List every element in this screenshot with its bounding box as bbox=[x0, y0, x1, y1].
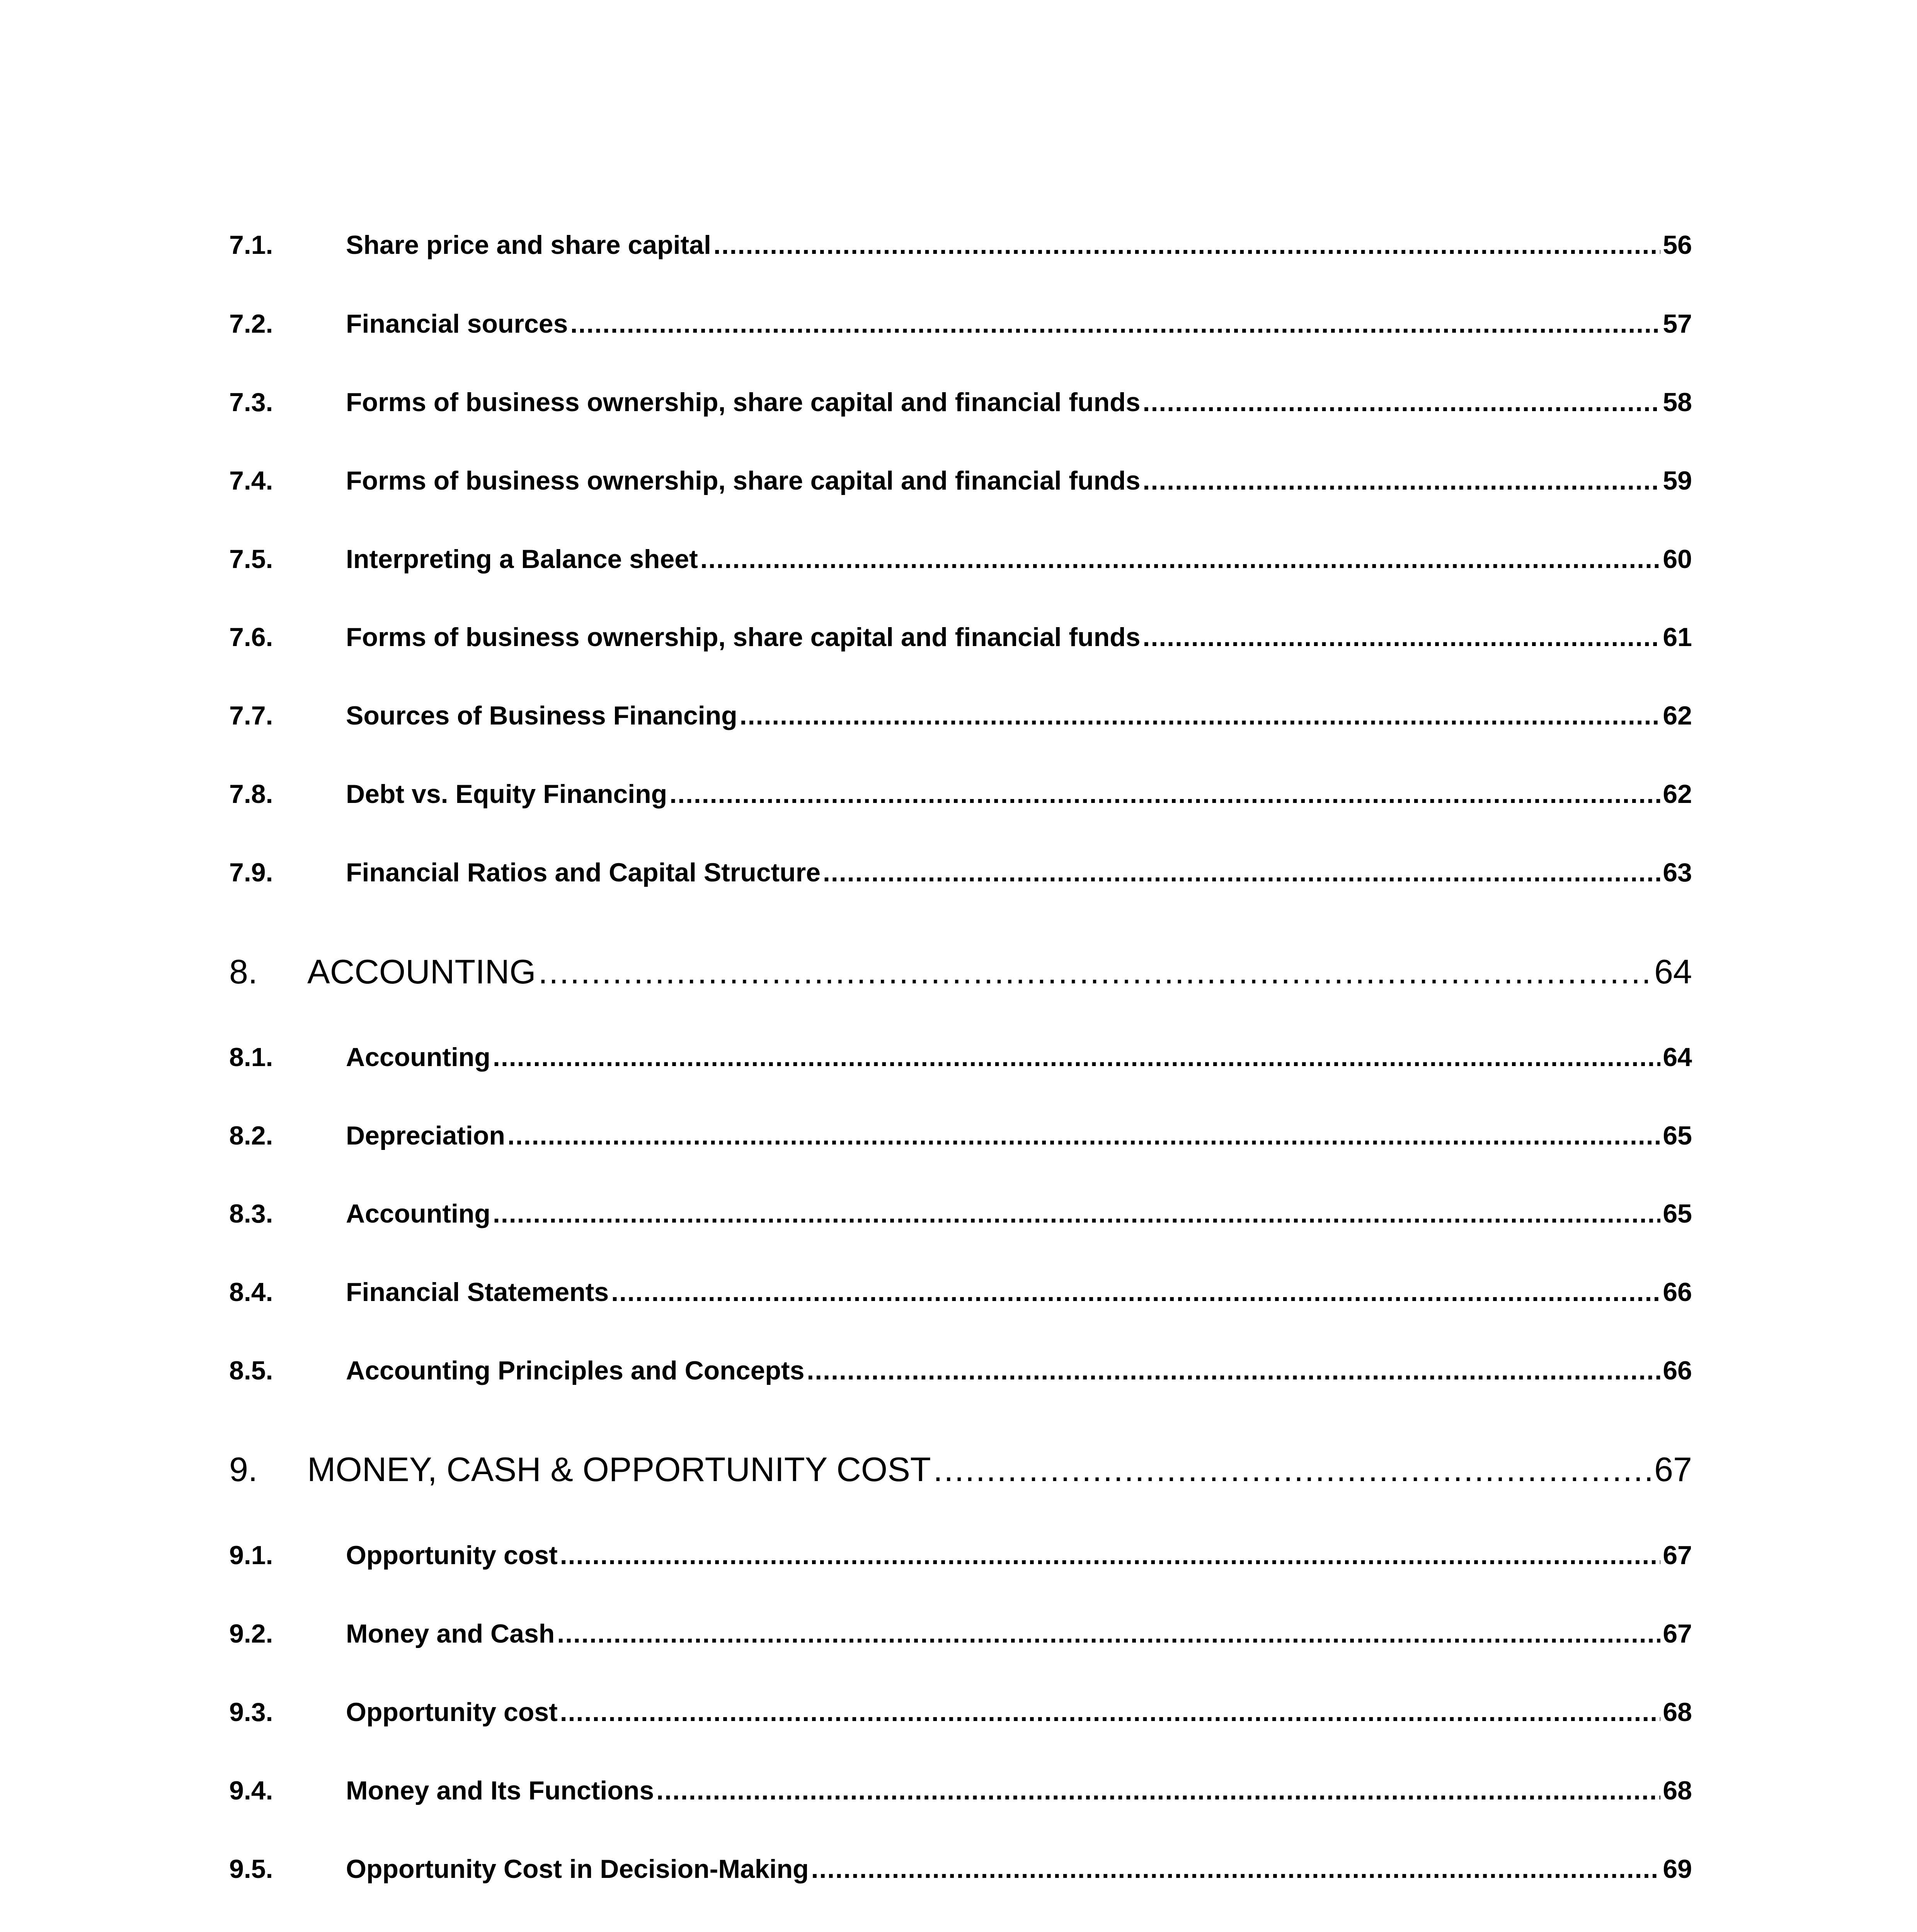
toc-entry-page: 68 bbox=[1663, 1776, 1692, 1805]
toc-chapter-entry[interactable] bbox=[0, 1449, 1917, 1495]
toc-entry-title[interactable]: Money and Its Functions bbox=[346, 1776, 654, 1805]
toc-entry-page: 58 bbox=[1663, 388, 1692, 417]
toc-entry-page: 63 bbox=[1663, 858, 1692, 887]
toc-section-entry[interactable] bbox=[0, 1531, 1917, 1577]
toc-section-entry[interactable] bbox=[0, 612, 1917, 659]
dot-leader bbox=[1143, 389, 1661, 415]
toc-section-entry[interactable] bbox=[0, 534, 1917, 581]
toc-section-entry[interactable] bbox=[0, 1609, 1917, 1655]
toc-entry-line bbox=[346, 1621, 1692, 1647]
toc-entry-title[interactable]: MONEY, CASH & OPPORTUNITY COST bbox=[307, 1450, 931, 1488]
dot-leader bbox=[807, 1357, 1660, 1384]
toc-entry-page: 64 bbox=[1663, 1043, 1692, 1072]
toc-entry-number: 8. bbox=[229, 952, 258, 991]
toc-entry-title[interactable]: Opportunity cost bbox=[346, 1541, 558, 1570]
toc-entry-line bbox=[346, 1357, 1692, 1384]
toc-section-entry[interactable] bbox=[0, 220, 1917, 267]
toc-entry-number: 9. bbox=[229, 1450, 258, 1488]
toc-section-entry[interactable] bbox=[0, 1844, 1917, 1891]
toc-entry-line bbox=[346, 468, 1692, 494]
toc-section-entry[interactable] bbox=[0, 378, 1917, 424]
dot-leader bbox=[538, 955, 1652, 989]
toc-entry-title[interactable]: Accounting Principles and Concepts bbox=[346, 1356, 805, 1385]
toc-entry-number: 7.1. bbox=[229, 230, 273, 260]
toc-entry-line bbox=[346, 1279, 1692, 1305]
dot-leader bbox=[700, 546, 1661, 572]
dot-leader bbox=[1143, 624, 1661, 650]
toc-entry-number: 9.5. bbox=[229, 1854, 273, 1884]
dot-leader bbox=[1143, 468, 1661, 494]
dot-leader bbox=[740, 702, 1661, 729]
toc-entry-title[interactable]: Financial Ratios and Capital Structure bbox=[346, 858, 821, 887]
toc-entry-page: 67 bbox=[1663, 1541, 1692, 1570]
toc-entry-title[interactable]: Sources of Business Financing bbox=[346, 701, 737, 730]
toc-entry-line bbox=[346, 1201, 1692, 1227]
toc-entry-title[interactable]: Accounting bbox=[346, 1043, 490, 1072]
dot-leader bbox=[669, 781, 1660, 807]
toc-entry-title[interactable]: ACCOUNTING bbox=[307, 952, 536, 991]
toc-entry-line bbox=[346, 1699, 1692, 1725]
toc-section-entry[interactable] bbox=[0, 1111, 1917, 1157]
dot-leader bbox=[933, 1452, 1652, 1486]
toc-entry-number: 9.3. bbox=[229, 1697, 273, 1727]
dot-leader bbox=[811, 1856, 1661, 1882]
toc-entry-title[interactable]: Financial Statements bbox=[346, 1277, 609, 1307]
toc-entry-line bbox=[346, 1777, 1692, 1804]
toc-entry-line bbox=[346, 1856, 1692, 1882]
dot-leader bbox=[507, 1122, 1660, 1149]
toc-entry-page: 62 bbox=[1663, 701, 1692, 730]
toc-entry-line bbox=[346, 624, 1692, 650]
toc-entry-number: 9.1. bbox=[229, 1541, 273, 1570]
toc-entry-page: 66 bbox=[1663, 1356, 1692, 1385]
toc-entry-title[interactable]: Depreciation bbox=[346, 1121, 505, 1150]
toc-entry-title[interactable]: Debt vs. Equity Financing bbox=[346, 779, 667, 809]
dot-leader bbox=[560, 1542, 1661, 1568]
dot-leader bbox=[713, 232, 1660, 258]
toc-section-entry[interactable] bbox=[0, 1189, 1917, 1235]
toc-entry-number: 9.2. bbox=[229, 1619, 273, 1648]
toc-entry-line bbox=[346, 232, 1692, 258]
toc-entry-number: 8.2. bbox=[229, 1121, 273, 1150]
toc-entry-page: 65 bbox=[1663, 1199, 1692, 1228]
toc-entry-number: 8.3. bbox=[229, 1199, 273, 1228]
toc-entry-title[interactable]: Financial sources bbox=[346, 309, 568, 338]
toc-entry-number: 7.7. bbox=[229, 701, 273, 730]
toc-entry-line bbox=[346, 311, 1692, 337]
toc-entry-page: 69 bbox=[1663, 1854, 1692, 1884]
toc-entry-number: 7.8. bbox=[229, 779, 273, 809]
toc-entry-page: 65 bbox=[1663, 1121, 1692, 1150]
toc-section-entry[interactable] bbox=[0, 456, 1917, 502]
toc-entry-line bbox=[346, 1542, 1692, 1568]
toc-entry-page: 64 bbox=[1654, 952, 1692, 991]
toc-entry-number: 7.3. bbox=[229, 388, 273, 417]
toc-entry-number: 7.4. bbox=[229, 466, 273, 495]
toc-section-entry[interactable] bbox=[0, 691, 1917, 737]
toc-entry-number: 7.6. bbox=[229, 622, 273, 652]
dot-leader bbox=[557, 1621, 1660, 1647]
dot-leader bbox=[611, 1279, 1660, 1305]
dot-leader bbox=[656, 1777, 1660, 1804]
dot-leader bbox=[493, 1201, 1660, 1227]
toc-entry-number: 9.4. bbox=[229, 1776, 273, 1805]
toc-entry-line bbox=[346, 389, 1692, 415]
toc-entry-page: 66 bbox=[1663, 1277, 1692, 1307]
toc-section-entry[interactable] bbox=[0, 848, 1917, 894]
toc-entry-title[interactable]: Forms of business ownership, share capital and financial funds bbox=[346, 388, 1141, 417]
toc-entry-title[interactable]: Forms of business ownership, share capital and financial funds bbox=[346, 466, 1141, 495]
toc-entry-number: 8.1. bbox=[229, 1043, 273, 1072]
dot-leader bbox=[570, 311, 1660, 337]
dot-leader bbox=[560, 1699, 1661, 1725]
toc-entry-page: 57 bbox=[1663, 309, 1692, 338]
toc-entry-page: 60 bbox=[1663, 544, 1692, 574]
toc-entry-title[interactable]: Money and Cash bbox=[346, 1619, 555, 1648]
toc-section-entry[interactable] bbox=[0, 1267, 1917, 1314]
toc-entry-line bbox=[346, 1122, 1692, 1149]
toc-entry-title[interactable]: Interpreting a Balance sheet bbox=[346, 544, 698, 574]
toc-section-entry[interactable] bbox=[0, 769, 1917, 816]
toc-entry-page: 59 bbox=[1663, 466, 1692, 495]
toc-entry-title[interactable]: Share price and share capital bbox=[346, 230, 711, 260]
toc-entry-line bbox=[346, 781, 1692, 807]
toc-chapter-entry[interactable] bbox=[0, 951, 1917, 997]
toc-entry-page: 68 bbox=[1663, 1697, 1692, 1727]
dot-leader bbox=[493, 1044, 1660, 1070]
toc-section-entry[interactable] bbox=[0, 1346, 1917, 1392]
toc-entry-number: 7.5. bbox=[229, 544, 273, 574]
toc-entry-title[interactable]: Opportunity Cost in Decision-Making bbox=[346, 1854, 809, 1884]
toc-entry-number: 8.4. bbox=[229, 1277, 273, 1307]
toc-entry-number: 8.5. bbox=[229, 1356, 273, 1385]
toc-section-entry[interactable] bbox=[0, 1032, 1917, 1079]
toc-entry-line bbox=[346, 546, 1692, 572]
toc-section-entry[interactable] bbox=[0, 1766, 1917, 1812]
toc-section-entry[interactable] bbox=[0, 299, 1917, 345]
dot-leader bbox=[823, 859, 1660, 886]
toc-entry-title[interactable]: Accounting bbox=[346, 1199, 490, 1228]
toc-entry-page: 61 bbox=[1663, 622, 1692, 652]
toc-entry-page: 56 bbox=[1663, 230, 1692, 260]
toc-entry-page: 67 bbox=[1663, 1619, 1692, 1648]
toc-entry-number: 7.2. bbox=[229, 309, 273, 338]
toc-section-entry[interactable] bbox=[0, 1687, 1917, 1734]
toc-entry-number: 7.9. bbox=[229, 858, 273, 887]
toc-entry-line bbox=[346, 859, 1692, 886]
toc-entry-page: 67 bbox=[1654, 1450, 1692, 1488]
toc-entry-title[interactable]: Opportunity cost bbox=[346, 1697, 558, 1727]
toc-entry-line bbox=[346, 702, 1692, 729]
toc-entry-page: 62 bbox=[1663, 779, 1692, 809]
toc-entry-line bbox=[346, 1044, 1692, 1070]
toc-entry-line bbox=[307, 952, 1692, 991]
toc-entry-title[interactable]: Forms of business ownership, share capital and financial funds bbox=[346, 622, 1141, 652]
toc-entry-line bbox=[307, 1452, 1692, 1486]
